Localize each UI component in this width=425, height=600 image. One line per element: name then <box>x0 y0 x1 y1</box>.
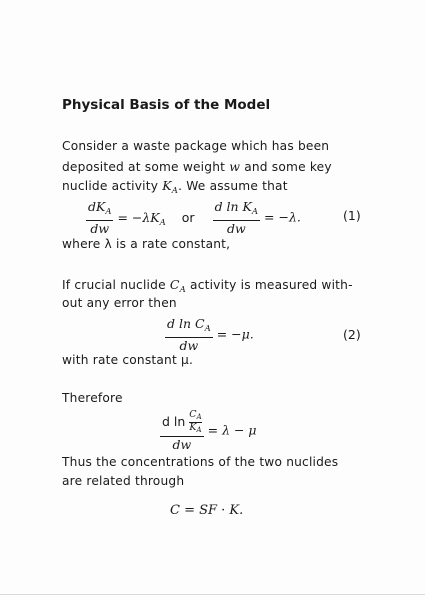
eq2-num-sub: A <box>204 324 211 334</box>
equation-2-number: (2) <box>343 327 361 342</box>
rate-constant-line: with rate constant μ. <box>62 353 194 367</box>
eq3-rhs: = λ − μ <box>207 422 257 438</box>
eq1-right-num-text: d ln K <box>214 199 252 214</box>
eq1-left-num-text: dK <box>88 199 106 214</box>
thus-line2: are related through <box>62 474 185 488</box>
eq1-left-rhs-sub: A <box>159 217 166 228</box>
eq3-inner-fraction <box>189 410 201 435</box>
final-equation: C = SF · K. <box>170 503 244 518</box>
eq1-right-num-sub: A <box>251 207 259 217</box>
eq3-numerator <box>160 410 204 436</box>
eq1-left-numerator <box>86 200 113 220</box>
eq3-inner-bottom-sub: A <box>196 426 202 434</box>
eq1-right-denominator: dw <box>226 221 246 236</box>
eq3-inner-top-sub: A <box>196 413 202 421</box>
eq1-left-fraction <box>86 200 113 236</box>
equation-1-number: (1) <box>343 208 361 223</box>
equation-1 <box>86 200 301 236</box>
eq1-right-numerator <box>213 200 260 220</box>
para2-line1-text-a: If crucial nuclide <box>62 278 166 292</box>
eq2-rhs: = −μ. <box>216 326 254 342</box>
eq1-connector: or <box>181 209 195 225</box>
therefore-line: Therefore <box>62 391 123 405</box>
equation-3 <box>160 410 257 452</box>
eq2-numerator <box>165 317 213 337</box>
page-edge <box>0 594 425 595</box>
para2-line2: out any error then <box>62 296 177 310</box>
para1-line2-text-b: and some key <box>244 160 332 174</box>
eq2-fraction <box>165 317 213 353</box>
var-K-subscript: A <box>171 186 179 196</box>
var-C-subscript: A <box>179 285 186 295</box>
where-line: where λ is a rate constant, <box>62 237 231 251</box>
para2-line1-text-b: activity is measured with- <box>190 278 353 292</box>
eq2-num-text: d ln C <box>167 316 205 331</box>
eq1-left-denominator: dw <box>90 221 110 236</box>
eq1-left-rhs-text: = −λK <box>117 209 160 225</box>
var-K-A <box>162 178 179 196</box>
eq1-left-num-sub: A <box>105 207 112 217</box>
eq3-inner-bottom-text: K <box>189 422 197 433</box>
eq3-inner-top <box>189 410 201 422</box>
eq3-inner-bottom <box>189 423 201 435</box>
para1-line3-text-a: nuclide activity <box>62 179 159 193</box>
eq1-right-rhs: = −λ. <box>264 209 301 225</box>
eq3-num-prefix: d ln <box>162 414 186 429</box>
var-w: w <box>229 159 241 174</box>
eq1-right-fraction <box>213 200 260 236</box>
eq2-denominator: dw <box>179 338 199 353</box>
para1-line1: Consider a waste package which has been <box>62 139 330 153</box>
eq3-inner-top-text: C <box>189 409 197 420</box>
para1-line2 <box>62 159 332 174</box>
eq3-denominator: dw <box>172 437 192 452</box>
para2-line1 <box>62 277 353 295</box>
para1-line3-text-b: . We assume that <box>178 179 288 193</box>
eq3-fraction <box>160 410 204 452</box>
var-C: C <box>169 277 180 292</box>
var-K: K <box>162 178 172 193</box>
var-C-A <box>169 277 186 295</box>
para1-line3 <box>62 178 288 196</box>
equation-2 <box>165 317 254 353</box>
para1-line2-text-a: deposited at some weight <box>62 160 226 174</box>
section-heading: Physical Basis of the Model <box>62 97 271 113</box>
thus-line1: Thus the concentrations of the two nuclides <box>62 455 339 469</box>
eq1-left-rhs <box>117 209 166 228</box>
